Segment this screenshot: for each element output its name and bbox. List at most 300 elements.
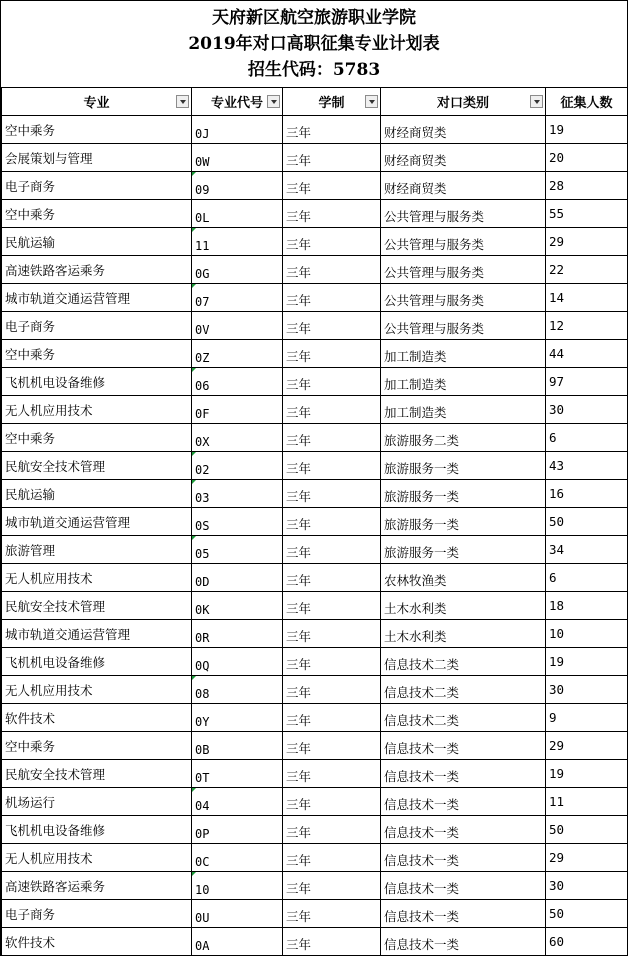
cell-code-text: 06 (195, 379, 210, 393)
cell-category[interactable] (381, 228, 546, 256)
cell-major[interactable] (2, 592, 192, 620)
cell-category-text: 信息技术一类 (384, 909, 460, 924)
cell-count-text: 18 (549, 598, 565, 613)
header-code (192, 88, 283, 116)
cell-category[interactable] (381, 200, 546, 228)
header-label: 对口类别 (436, 96, 489, 111)
cell-years-text: 三年 (286, 405, 312, 420)
cell-category[interactable] (381, 508, 546, 536)
cell-code[interactable] (192, 676, 283, 704)
cell-code-text: 03 (195, 491, 210, 505)
header-category (381, 88, 546, 116)
cell-category-text: 信息技术一类 (384, 741, 460, 756)
cell-category[interactable] (381, 788, 546, 816)
cell-count[interactable] (546, 704, 628, 732)
cell-count[interactable] (546, 788, 628, 816)
cell-count[interactable] (546, 424, 628, 452)
cell-code[interactable] (192, 928, 283, 956)
cell-major-text: 机场运行 (5, 795, 56, 810)
table-row (2, 452, 628, 480)
cell-category[interactable] (381, 928, 546, 956)
header-label: 学制 (318, 96, 345, 111)
table-row (2, 312, 628, 340)
cell-category[interactable] (381, 172, 546, 200)
cell-major[interactable] (2, 508, 192, 536)
cell-category[interactable] (381, 312, 546, 340)
cell-years[interactable] (283, 592, 381, 620)
cell-years-text: 三年 (286, 909, 312, 924)
cell-years-text: 三年 (286, 461, 312, 476)
cell-count[interactable] (546, 536, 628, 564)
cell-code-text: 0S (195, 519, 210, 533)
cell-category[interactable] (381, 816, 546, 844)
cell-category-text: 旅游服务一类 (384, 545, 460, 560)
cell-count[interactable] (546, 844, 628, 872)
table-row (2, 844, 628, 872)
cell-code[interactable] (192, 872, 283, 900)
filter-dropdown-icon[interactable] (530, 95, 543, 108)
cell-major[interactable] (2, 228, 192, 256)
cell-category[interactable] (381, 480, 546, 508)
cell-category-text: 信息技术一类 (384, 825, 460, 840)
cell-years[interactable] (283, 536, 381, 564)
cell-years[interactable] (283, 872, 381, 900)
cell-years-text: 三年 (286, 769, 312, 784)
cell-major-text: 电子商务 (5, 319, 56, 334)
cell-years[interactable] (283, 564, 381, 592)
cell-major[interactable] (2, 396, 192, 424)
cell-years[interactable] (283, 816, 381, 844)
cell-count-text: 20 (549, 150, 565, 165)
cell-category[interactable] (381, 536, 546, 564)
cell-years-text: 三年 (286, 293, 312, 308)
header-label: 专业 (83, 96, 110, 111)
cell-years[interactable] (283, 620, 381, 648)
cell-code[interactable] (192, 900, 283, 928)
cell-code[interactable] (192, 844, 283, 872)
cell-years-text: 三年 (286, 489, 312, 504)
cell-years-text: 三年 (286, 349, 312, 364)
cell-count-text: 29 (549, 738, 565, 753)
cell-category-text: 旅游服务一类 (384, 489, 460, 504)
cell-category[interactable] (381, 872, 546, 900)
table-row (2, 788, 628, 816)
table-row (2, 760, 628, 788)
cell-years[interactable] (283, 676, 381, 704)
cell-code-text: 0V (195, 323, 210, 337)
cell-count[interactable] (546, 256, 628, 284)
cell-code-text: 0C (195, 855, 210, 869)
cell-major[interactable] (2, 368, 192, 396)
cell-code[interactable] (192, 368, 283, 396)
green-corner-triangle-icon (192, 368, 196, 372)
cell-code-text: 0T (195, 771, 210, 785)
cell-code-text: 0X (195, 435, 210, 449)
green-corner-triangle-icon (192, 480, 196, 484)
cell-major-text: 空中乘务 (5, 347, 56, 362)
cell-code[interactable] (192, 396, 283, 424)
table-row (2, 200, 628, 228)
cell-major-text: 无人机应用技术 (5, 571, 93, 586)
cell-major[interactable] (2, 816, 192, 844)
cell-code-text: 0R (195, 631, 210, 645)
cell-code-text: 0P (195, 827, 210, 841)
cell-years[interactable] (283, 760, 381, 788)
cell-major[interactable] (2, 424, 192, 452)
cell-count-text: 12 (549, 318, 565, 333)
cell-count-text: 30 (549, 402, 565, 417)
cell-major[interactable] (2, 340, 192, 368)
cell-category-text: 信息技术二类 (384, 713, 460, 728)
cell-major-text: 空中乘务 (5, 207, 56, 222)
cell-years[interactable] (283, 732, 381, 760)
cell-major[interactable] (2, 872, 192, 900)
table-row (2, 536, 628, 564)
cell-code[interactable] (192, 424, 283, 452)
cell-count-text: 10 (549, 626, 565, 641)
cell-major-text: 飞机机电设备维修 (5, 375, 106, 390)
cell-major[interactable] (2, 704, 192, 732)
green-corner-triangle-icon (192, 172, 196, 176)
cell-major-text: 民航安全技术管理 (5, 459, 106, 474)
cell-years[interactable] (283, 424, 381, 452)
cell-category[interactable] (381, 844, 546, 872)
cell-category-text: 信息技术一类 (384, 769, 460, 784)
cell-count-text: 30 (549, 682, 565, 697)
cell-years[interactable] (283, 900, 381, 928)
cell-years-text: 三年 (286, 125, 312, 140)
cell-major[interactable] (2, 172, 192, 200)
cell-major-text: 民航运输 (5, 235, 56, 250)
cell-major[interactable] (2, 284, 192, 312)
cell-years-text: 三年 (286, 741, 312, 756)
green-corner-triangle-icon (192, 872, 196, 876)
cell-major[interactable] (2, 116, 192, 144)
filter-dropdown-icon[interactable] (365, 95, 378, 108)
cell-major-text: 电子商务 (5, 179, 56, 194)
cell-count[interactable] (546, 592, 628, 620)
cell-category[interactable] (381, 452, 546, 480)
cell-code-text: 07 (195, 295, 210, 309)
table-row (2, 816, 628, 844)
cell-count[interactable] (546, 900, 628, 928)
cell-category-text: 加工制造类 (384, 377, 447, 392)
cell-code[interactable] (192, 480, 283, 508)
cell-code[interactable] (192, 172, 283, 200)
cell-category-text: 信息技术二类 (384, 657, 460, 672)
cell-major[interactable] (2, 256, 192, 284)
cell-category-text: 公共管理与服务类 (384, 209, 485, 224)
cell-category[interactable] (381, 900, 546, 928)
cell-years-text: 三年 (286, 685, 312, 700)
cell-category[interactable] (381, 732, 546, 760)
cell-major[interactable] (2, 732, 192, 760)
cell-years-text: 三年 (286, 629, 312, 644)
cell-code[interactable] (192, 788, 283, 816)
cell-years[interactable] (283, 172, 381, 200)
cell-years-text: 三年 (286, 825, 312, 840)
table-row (2, 172, 628, 200)
cell-count-text: 16 (549, 486, 565, 501)
cell-count[interactable] (546, 396, 628, 424)
cell-code[interactable] (192, 284, 283, 312)
cell-category-text: 财经商贸类 (384, 181, 447, 196)
cell-major-text: 民航安全技术管理 (5, 599, 106, 614)
cell-count[interactable] (546, 116, 628, 144)
cell-category-text: 财经商贸类 (384, 125, 447, 140)
cell-category[interactable] (381, 340, 546, 368)
cell-code[interactable] (192, 648, 283, 676)
cell-count[interactable] (546, 676, 628, 704)
cell-code[interactable] (192, 340, 283, 368)
cell-count[interactable] (546, 228, 628, 256)
filter-dropdown-icon[interactable] (267, 95, 280, 108)
cell-code-text: 11 (195, 239, 210, 253)
cell-code-text: 02 (195, 463, 210, 477)
cell-years[interactable] (283, 508, 381, 536)
header-row (2, 88, 628, 116)
cell-major-text: 民航安全技术管理 (5, 767, 106, 782)
cell-years[interactable] (283, 340, 381, 368)
cell-years[interactable] (283, 788, 381, 816)
cell-years-text: 三年 (286, 181, 312, 196)
cell-category[interactable] (381, 564, 546, 592)
table-row (2, 116, 628, 144)
cell-count[interactable] (546, 312, 628, 340)
cell-code-text: 0W (195, 155, 210, 169)
cell-years-text: 三年 (286, 601, 312, 616)
cell-category-text: 旅游服务二类 (384, 433, 460, 448)
cell-major[interactable] (2, 200, 192, 228)
cell-count[interactable] (546, 648, 628, 676)
cell-major-text: 会展策划与管理 (5, 151, 93, 166)
cell-count[interactable] (546, 816, 628, 844)
cell-code-text: 0A (195, 939, 210, 953)
cell-years-text: 三年 (286, 377, 312, 392)
cell-category-text: 信息技术一类 (384, 881, 460, 896)
filter-dropdown-icon[interactable] (176, 95, 189, 108)
cell-major-text: 空中乘务 (5, 431, 56, 446)
cell-category[interactable] (381, 424, 546, 452)
cell-count-text: 19 (549, 766, 565, 781)
cell-code[interactable] (192, 536, 283, 564)
cell-major-text: 软件技术 (5, 935, 56, 950)
cell-category[interactable] (381, 620, 546, 648)
cell-years[interactable] (283, 116, 381, 144)
cell-major[interactable] (2, 564, 192, 592)
cell-years[interactable] (283, 396, 381, 424)
cell-count[interactable] (546, 620, 628, 648)
cell-years-text: 三年 (286, 265, 312, 280)
cell-years[interactable] (283, 228, 381, 256)
cell-major-text: 高速铁路客运乘务 (5, 879, 106, 894)
cell-count[interactable] (546, 200, 628, 228)
cell-count-text: 97 (549, 374, 565, 389)
cell-years[interactable] (283, 200, 381, 228)
cell-years[interactable] (283, 284, 381, 312)
cell-category[interactable] (381, 676, 546, 704)
cell-count[interactable] (546, 732, 628, 760)
cell-major[interactable] (2, 760, 192, 788)
school-name: 天府新区航空旅游职业学院 (212, 8, 416, 28)
cell-count-text: 29 (549, 234, 565, 249)
cell-code[interactable] (192, 732, 283, 760)
table-row (2, 732, 628, 760)
green-corner-triangle-icon (192, 452, 196, 456)
cell-major[interactable] (2, 480, 192, 508)
cell-count[interactable] (546, 928, 628, 956)
cell-major[interactable] (2, 648, 192, 676)
table-row (2, 620, 628, 648)
cell-count[interactable] (546, 564, 628, 592)
table-row (2, 396, 628, 424)
cell-code-text: 0Y (195, 715, 210, 729)
cell-code-text: 0L (195, 211, 210, 225)
cell-major[interactable] (2, 452, 192, 480)
cell-count-text: 60 (549, 934, 565, 949)
cell-count[interactable] (546, 480, 628, 508)
cell-major-text: 城市轨道交通运营管理 (5, 291, 131, 306)
cell-code[interactable] (192, 592, 283, 620)
cell-count-text: 50 (549, 822, 565, 837)
table-row (2, 872, 628, 900)
cell-major[interactable] (2, 144, 192, 172)
cell-years-text: 三年 (286, 153, 312, 168)
cell-major[interactable] (2, 536, 192, 564)
cell-count-text: 55 (549, 206, 565, 221)
cell-count[interactable] (546, 508, 628, 536)
cell-years-text: 三年 (286, 321, 312, 336)
cell-years-text: 三年 (286, 545, 312, 560)
table-row (2, 592, 628, 620)
cell-code[interactable] (192, 508, 283, 536)
table-row (2, 424, 628, 452)
cell-count[interactable] (546, 872, 628, 900)
cell-count-text: 22 (549, 262, 565, 277)
green-corner-triangle-icon (192, 788, 196, 792)
cell-code[interactable] (192, 760, 283, 788)
cell-count-text: 29 (549, 850, 565, 865)
cell-major[interactable] (2, 620, 192, 648)
cell-count-text: 6 (549, 570, 557, 585)
cell-code[interactable] (192, 312, 283, 340)
cell-major[interactable] (2, 788, 192, 816)
cell-count-text: 19 (549, 122, 565, 137)
cell-years[interactable] (283, 704, 381, 732)
cell-count[interactable] (546, 368, 628, 396)
cell-category[interactable] (381, 704, 546, 732)
cell-code[interactable] (192, 256, 283, 284)
cell-years-text: 三年 (286, 853, 312, 868)
cell-count[interactable] (546, 172, 628, 200)
table-row (2, 480, 628, 508)
green-corner-triangle-icon (192, 676, 196, 680)
cell-count[interactable] (546, 760, 628, 788)
cell-count[interactable] (546, 452, 628, 480)
table-row (2, 648, 628, 676)
cell-category[interactable] (381, 284, 546, 312)
table-row (2, 368, 628, 396)
cell-category[interactable] (381, 368, 546, 396)
cell-code[interactable] (192, 228, 283, 256)
table-row (2, 508, 628, 536)
cell-code[interactable] (192, 116, 283, 144)
cell-category[interactable] (381, 648, 546, 676)
cell-code[interactable] (192, 200, 283, 228)
cell-code-text: 0D (195, 575, 210, 589)
header-count (546, 88, 628, 116)
cell-count[interactable] (546, 340, 628, 368)
cell-count-text: 6 (549, 430, 557, 445)
cell-code[interactable] (192, 564, 283, 592)
table-row (2, 704, 628, 732)
cell-major[interactable] (2, 312, 192, 340)
table-body (2, 116, 628, 956)
cell-code[interactable] (192, 704, 283, 732)
cell-category-text: 财经商贸类 (384, 153, 447, 168)
cell-years[interactable] (283, 928, 381, 956)
cell-years-text: 三年 (286, 573, 312, 588)
cell-code[interactable] (192, 816, 283, 844)
cell-years[interactable] (283, 648, 381, 676)
green-corner-triangle-icon (192, 284, 196, 288)
cell-count-text: 11 (549, 794, 565, 809)
cell-code-text: 0K (195, 603, 210, 617)
cell-code-text: 0Z (195, 351, 210, 365)
cell-major[interactable] (2, 928, 192, 956)
cell-category[interactable] (381, 396, 546, 424)
cell-category[interactable] (381, 592, 546, 620)
cell-major-text: 空中乘务 (5, 739, 56, 754)
cell-category-text: 旅游服务一类 (384, 517, 460, 532)
cell-years[interactable] (283, 256, 381, 284)
cell-category[interactable] (381, 760, 546, 788)
cell-code[interactable] (192, 620, 283, 648)
cell-category-text: 土木水利类 (384, 629, 447, 644)
cell-major[interactable] (2, 900, 192, 928)
cell-years[interactable] (283, 312, 381, 340)
cell-code[interactable] (192, 144, 283, 172)
cell-category-text: 公共管理与服务类 (384, 265, 485, 280)
cell-years[interactable] (283, 144, 381, 172)
cell-code-text: 04 (195, 799, 210, 813)
cell-years-text: 三年 (286, 433, 312, 448)
cell-major-text: 高速铁路客运乘务 (5, 263, 106, 278)
cell-category-text: 信息技术一类 (384, 937, 460, 952)
cell-years-text: 三年 (286, 657, 312, 672)
cell-years[interactable] (283, 844, 381, 872)
cell-category[interactable] (381, 144, 546, 172)
cell-code[interactable] (192, 452, 283, 480)
cell-years[interactable] (283, 452, 381, 480)
cell-category[interactable] (381, 256, 546, 284)
cell-category-text: 公共管理与服务类 (384, 237, 485, 252)
cell-major-text: 空中乘务 (5, 123, 56, 138)
cell-years[interactable] (283, 368, 381, 396)
cell-category-text: 加工制造类 (384, 405, 447, 420)
cell-major-text: 飞机机电设备维修 (5, 823, 106, 838)
table-row (2, 676, 628, 704)
cell-years[interactable] (283, 480, 381, 508)
cell-years-text: 三年 (286, 937, 312, 952)
cell-count-text: 50 (549, 906, 565, 921)
cell-major[interactable] (2, 676, 192, 704)
cell-code-text: 0B (195, 743, 210, 757)
cell-category[interactable] (381, 116, 546, 144)
cell-count[interactable] (546, 284, 628, 312)
cell-count[interactable] (546, 144, 628, 172)
cell-major[interactable] (2, 844, 192, 872)
